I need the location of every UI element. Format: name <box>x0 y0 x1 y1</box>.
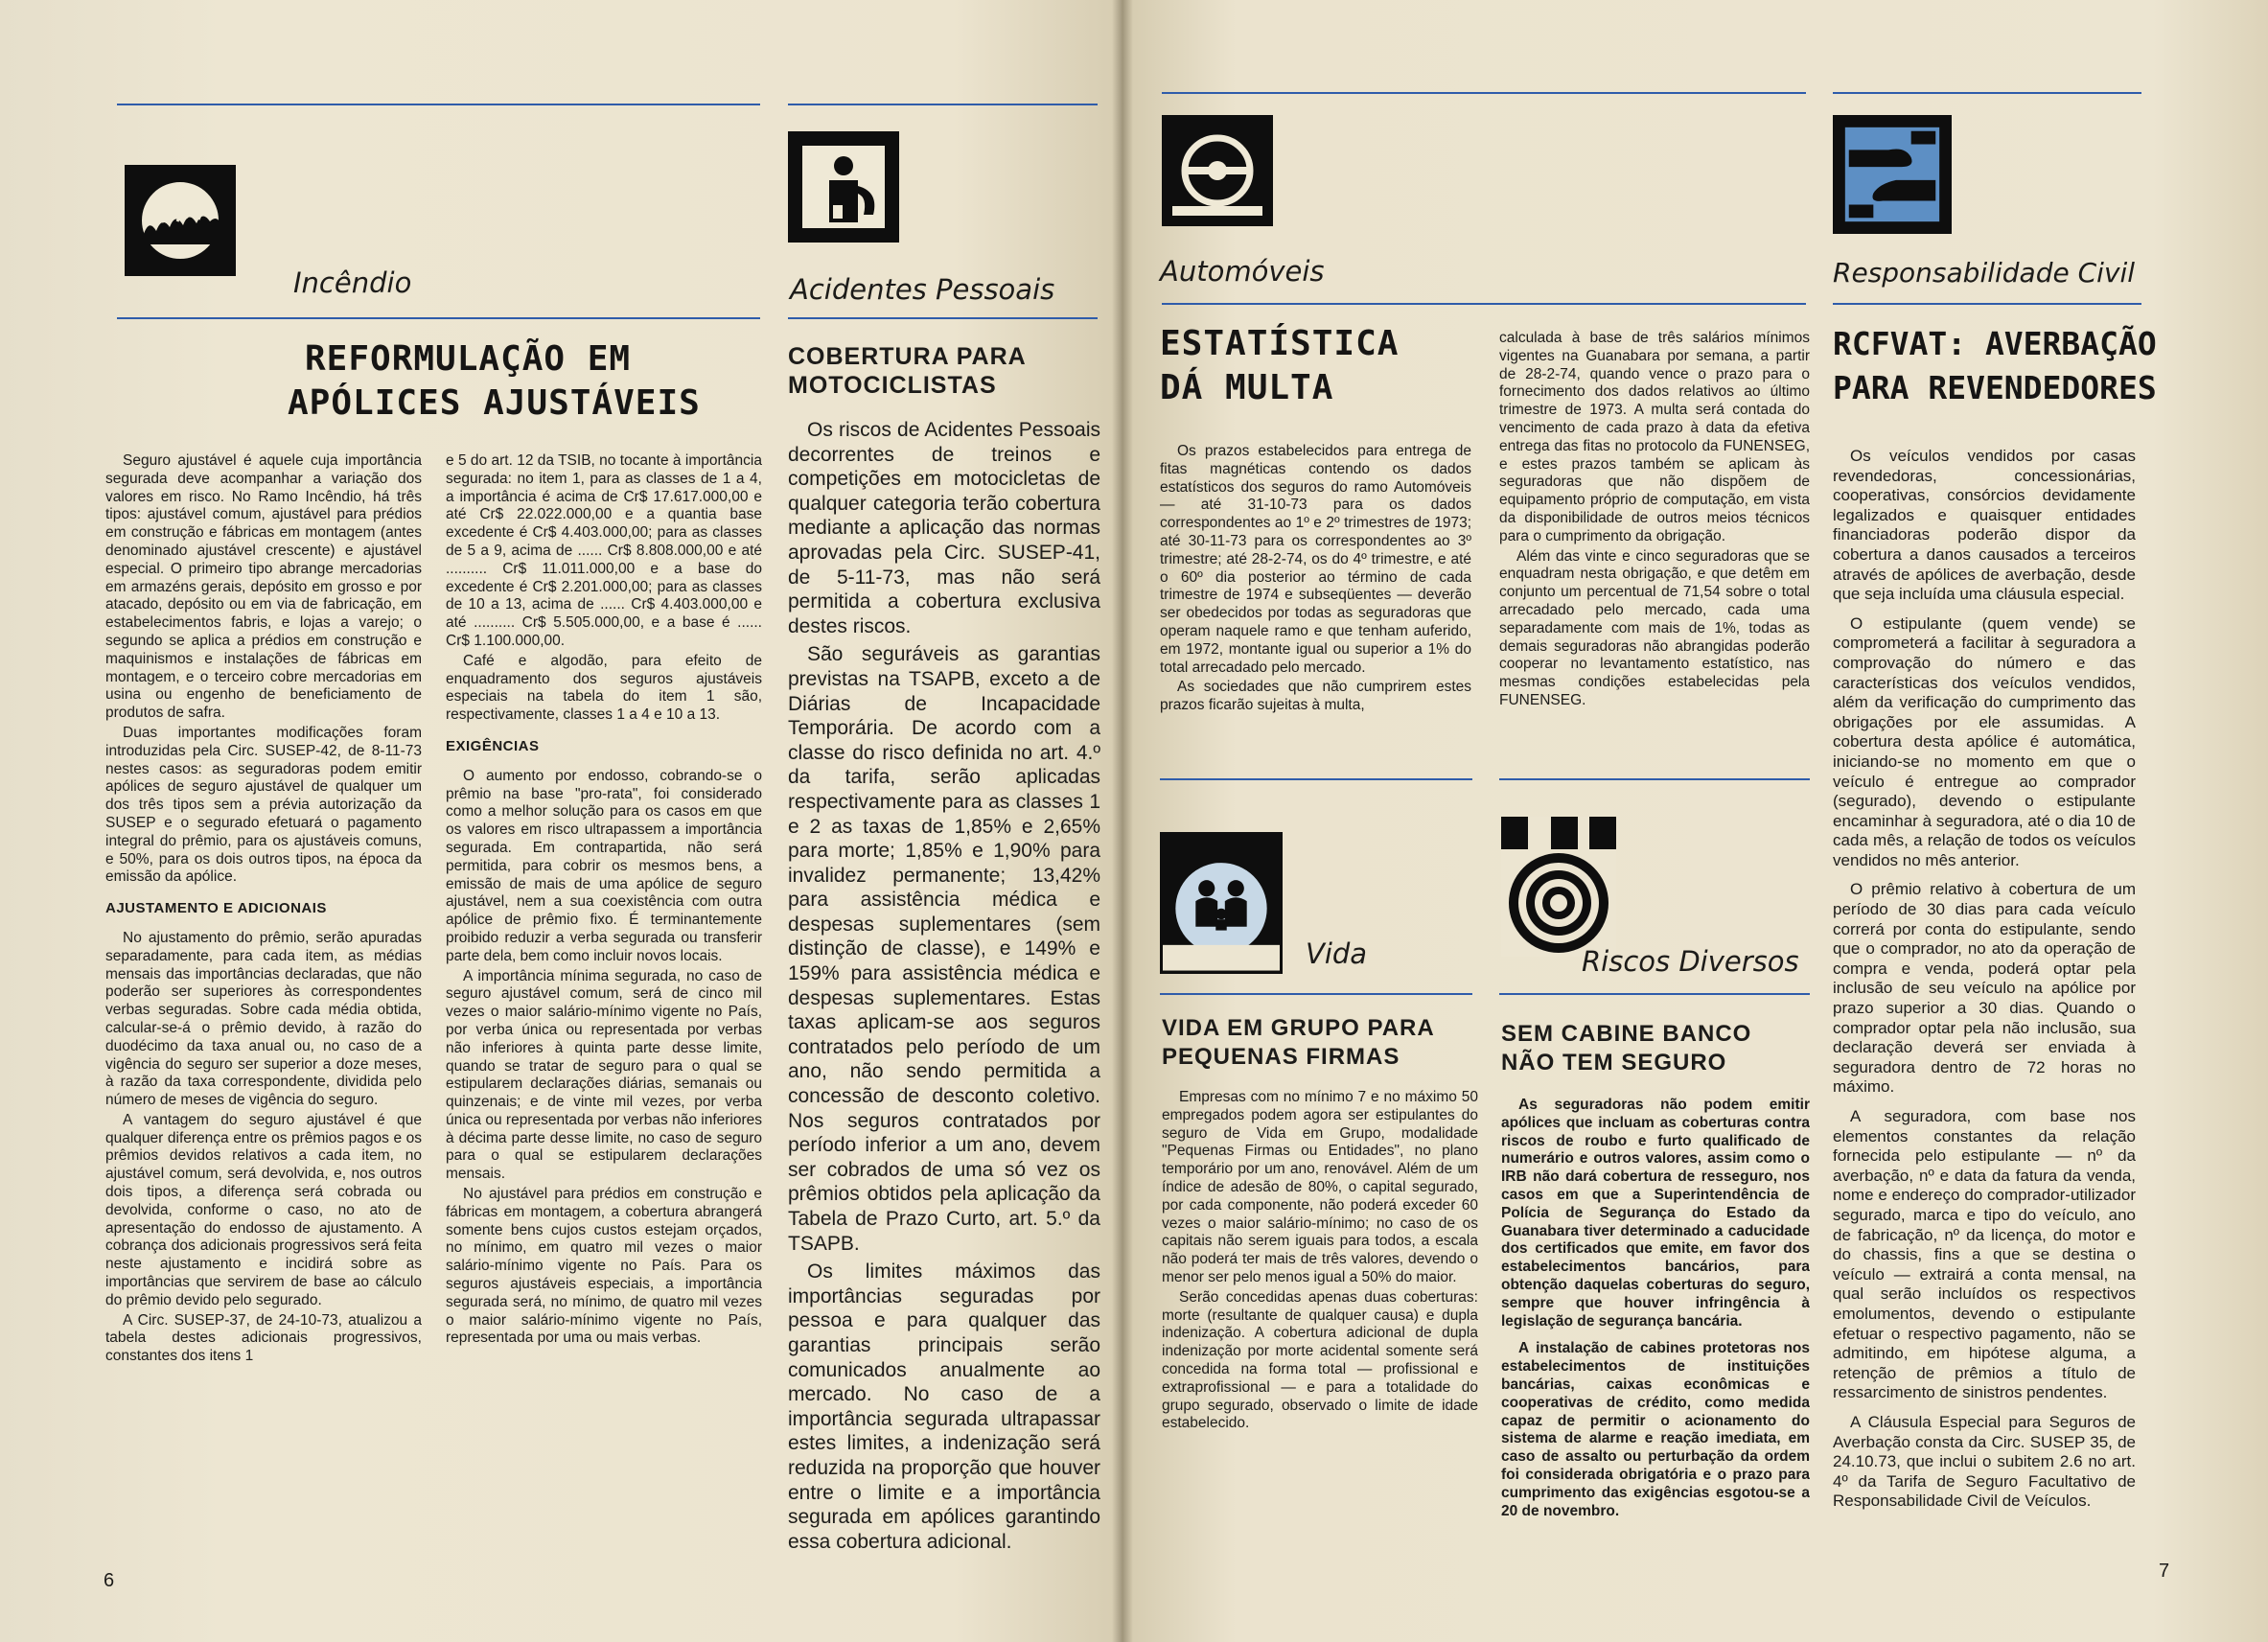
header-rule-responsabilidade <box>1833 303 2141 305</box>
paragraph: No ajustável para prédios em construção e fábricas em montagem, a cobertura abrangerá somente bens cujos custos estejam orçados, no mínimo, em quatro mil vezes o maior salário-mínimo vigente no País. Para os seguros ajustáveis especiais, a importância segurada será, no mínimo, de quatro mil vezes o maior salário-mínimo vigente no País, representada por uma ou mais verbas. <box>446 1186 762 1347</box>
title-line: RCFVAT: AVERBAÇÃO <box>1833 325 2157 362</box>
paragraph: São seguráveis as garantias previstas na TSAPB, exceto a de Diárias de Incapacidade Temporária. De acordo com a classe do risco definida no art. 4.º da tarifa, serão aplicadas respectivamente para as classes 1 e 2 as taxas de 1,85% e 2,65% para morte; 1,85% e 1,90% para invalidez permanente; 13,42% para assistência médica e despesas suplementares (sem distinção de classe), e 149% e 159% para assistência médica e despesas suplementares. Estas taxas aplicam-se aos seguros contratados pelo período de um ano, não sendo permitida a concessão de desconto coletivo. Nos seguros contratados por período inferior a um ano, devem ser cobrados de uma só vez os prêmios obtidos pela aplicação da Tabela de Prazo Curto, art. 5.º da TSAPB. <box>788 643 1100 1255</box>
top-rule-responsabilidade <box>1833 92 2141 94</box>
paragraph: Seguro ajustável é aquele cuja importância segurada deve acompanhar a variação dos valores em risco. No Ramo Incêndio, há três tipos: ajustável comum, ajustável para prédios em construção e fábricas em montagem (antes denominado ajustável crescente) e ajustável especial. O primeiro tipo abrange mercadorias em armazéns gerais, depósito em grosso e por atacado, depósito ou em via de fabricação, em estabelecimentos fabris, e lojas a varejo; o segundo se aplica a prédios em construção e maquinismos e instalações de fábricas em montagem, e o terceiro cobre mercadorias em usina ou engenho de beneficiamento de produtos de safra. <box>105 452 422 722</box>
top-rule-acidentes <box>788 104 1098 105</box>
target-rings-icon <box>1501 817 1616 957</box>
paragraph: A importância mínima segurada, no caso de seguro ajustável comum, será de cinco mil vezes o maior salário-mínimo vigente no País, por verba única ou representada por verbas não inferiores à quinta parte desse limite, quando se tratar de seguro para o qual se estipularem declarações diárias, semanais ou quinzenais; e de vinte mil vezes, por verba única ou representada por verbas não inferiores à décima parte desse limite, no caso de seguro para o qual se estipularem declarações mensais. <box>446 967 762 1183</box>
section-label-incendio: Incêndio <box>293 266 412 299</box>
paragraph: Empresas com no mínimo 7 e no máximo 50 empregados podem agora ser estipulantes do seguro de Vida em Grupo, modalidade "Pequenas Firmas ou Entidades", no plano temporário por um ano, renovável. Além de um índice de adesão de 80%, o capital segurado, por cada componente, não poderá exceder 60 vezes o maior salário-mínimo; no caso de os capitais não serem iguais para todos, a escala não poderá ter mais de três valores, devendo o menor ser pelo menos igual a 50% do maior. <box>1162 1089 1478 1285</box>
section-label-riscos: Riscos Diversos <box>1582 945 1799 978</box>
top-rule-automoveis <box>1162 92 1806 94</box>
header-rule-incendio <box>117 317 760 319</box>
handshake-icon <box>1833 115 1952 234</box>
subheading-exigencias: EXIGÊNCIAS <box>446 737 540 754</box>
automoveis-column-1 <box>1160 443 1471 757</box>
paragraph: A seguradora, com base nos elementos constantes da relação fornecida pelo estipulante — nº da averbação, nº e data da fatura da venda, nome e endereço do comprador-utilizador segurado, marca e tipo do veículo, ano de fabricação, nº da licença, do motor e do chassis, fins a que se destina o veículo — extrairá a conta mensal, na qual serão incluídos os respectivos emolumentos, devendo o estipulante efetuar o respectivo pagamento, não se admitindo, em hipótese alguma, a retenção de prêmios a título de ressarcimento de sinistros pendentes. <box>1833 1107 2136 1402</box>
paragraph: Os riscos de Acidentes Pessoais decorrentes de treinos e competições em motocicletas de qualquer categoria terão cobertura mediante a aplicação das normas aprovadas pela Circ. SUSEP-41, de 5-11-73, mas não será permitida a cobertura exclusiva destes riscos. <box>788 419 1100 637</box>
header-rule-automoveis <box>1162 303 1806 305</box>
family-group-icon <box>1160 832 1283 974</box>
acidentes-column <box>788 418 1100 1601</box>
responsabilidade-column <box>1833 447 2136 1578</box>
section-label-responsabilidade: Responsabilidade Civil <box>1833 257 2136 289</box>
title-line: PEQUENAS FIRMAS <box>1162 1044 1400 1070</box>
title-line: APÓLICES AJUSTÁVEIS <box>288 383 701 423</box>
paragraph: Serão concedidas apenas duas coberturas: morte (resultante de qualquer causa) e dupla indenização. A cobertura adicional de dupla indenização por morte acidental somente será concedida na forma total — profissional e extraprofissional — e para a totalidade do grupo segurado, observado o limite de idade estabelecido. <box>1162 1288 1478 1432</box>
section-label-vida: Vida <box>1306 937 1368 970</box>
paragraph: e 5 do art. 12 da TSIB, no tocante à importância segurada: no item 1, para as classes de 1 a 4, a importância é acima de Cr$ 17.617.000,00 e até Cr$ 22.022.000,00 e a quantia base excedente é Cr$ 4.403.000,00; para as classes de 5 a 9, acima de ...... Cr$ 8.808.000,00 e até .......... Cr$ 11.011.000,00 e a base do excedente é Cr$ 2.201.000,00; para as classes de 10 a 13, acima de ...... Cr$ 4.403.000,00 e até .......... Cr$ 5.505.000,00, e a base é ...... Cr$ 1.100.000,00. <box>446 452 762 649</box>
paragraph: Os veículos vendidos por casas revendedoras, concessionárias, cooperativas, consórcios devidamente legalizados e quaisquer entidades financiadoras poderão dispor da cobertura a danos causados a terceiros através de apólices de averbação, desde que seja incluída uma cláusula especial. <box>1833 447 2136 604</box>
paragraph: O prêmio relativo à cobertura de um período de 30 dias para cada veículo correrá por conta do estipulante, sendo que o comprador, no ato da operação de compra e venda, poderá optar pela inclusão de seu veículo na apólice por prazo superior a 30 dias. Quando o comprador optar pela não inclusão, sua declaração deverá ser enviada à seguradora dentro de 72 horas no máximo. <box>1833 880 2136 1097</box>
automoveis-column-2 <box>1499 330 1810 757</box>
paragraph: As sociedades que não cumprirem estes prazos ficarão sujeitas à multa, <box>1160 679 1471 714</box>
title-line: NÃO TEM SEGURO <box>1501 1050 1727 1075</box>
article-title-riscos <box>1501 1020 1751 1077</box>
article-title-responsabilidade <box>1833 322 2157 410</box>
top-rule-riscos <box>1499 778 1810 780</box>
paragraph: A Circ. SUSEP-37, de 24-10-73, atualizou a tabela destes adicionais progressivos, constantes dos itens 1 <box>105 1311 422 1365</box>
top-rule-incendio <box>117 104 760 105</box>
paragraph: As seguradoras não podem emitir apólices que incluam as coberturas contra riscos de roubo e furto qualificado de numerário e outros valores, assim como o IRB não dará cobertura de resseguro, nos casos em que a Superintendência de Polícia de Segurança do Estado da Guanabara tiver determinado a caducidade dos certificados que emite, em favor dos estabelecimentos bancários, para obtenção daquelas coberturas do seguro, sempre que houver infringência à legislação de segurança bancária. <box>1501 1097 1810 1330</box>
page-number-right: 7 <box>2159 1561 2170 1582</box>
incendio-column-2 <box>446 452 762 1562</box>
section-label-acidentes: Acidentes Pessoais <box>790 273 1055 306</box>
article-title-automoveis <box>1160 322 1399 410</box>
article-title-acidentes <box>788 342 1027 400</box>
title-line: COBERTURA PARA <box>788 343 1027 370</box>
section-label-automoveis: Automóveis <box>1160 255 1325 288</box>
subheading-ajustamento: AJUSTAMENTO E ADICIONAIS <box>105 900 327 917</box>
title-line: SEM CABINE BANCO <box>1501 1021 1752 1047</box>
top-rule-vida <box>1160 778 1472 780</box>
page-spine <box>1112 0 1133 1642</box>
vida-column <box>1162 1089 1478 1568</box>
person-info-icon <box>788 131 899 243</box>
title-line: REFORMULAÇÃO EM <box>305 339 632 379</box>
paragraph: No ajustamento do prêmio, serão apuradas separadamente, para cada item, as médias mensais das importâncias declaradas, que não poderão ser superiores às correspondentes verbas seguradas. Sobre cada média obtida, calcular-se-á o prêmio devido, à razão do duodécimo da taxa anual ou, no caso de a vigência do seguro ser superior a doze meses, à razão da taxa correspondente, dividida pelo número de meses de vigência do seguro. <box>105 929 422 1109</box>
header-rule-riscos <box>1499 993 1810 995</box>
title-line: ESTATÍSTICA <box>1160 324 1400 363</box>
paragraph: A instalação de cabines protetoras nos estabelecimentos de instituições bancárias, caixas econômicas e cooperativas de crédito, como medida capaz de permitir o acionamento do sistema de alarme e reação imediata, em caso de assalto ou perturbação da ordem foi considerada obrigatória e o prazo para cumprimento das exigências esgotou-se a 20 de novembro. <box>1501 1340 1810 1519</box>
title-line: DÁ MULTA <box>1160 368 1334 407</box>
paragraph: O aumento por endosso, cobrando-se o prêmio na base "pro-rata", foi considerado como a melhor solução para os casos em que os valores em risco ultrapassem a importância segurada. Em contrapartida, não será permitida, para cobrir os mesmos bens, a emissão de mais de uma apólice de seguro ajustável, nem a sua coexistência com outra apólice de prêmio fixo. É terminantemente proibido reduzir a verba segurada ou transferir parte dela, bem como incluir novos locais. <box>446 767 762 964</box>
title-line: MOTOCICLISTAS <box>788 372 997 399</box>
paragraph: Os limites máximos das importâncias seguradas por pessoa e para qualquer das garantias principais serão comunicados anualmente ao mercado. No caso de a importância segurada ultrapassar estes limites, a indenização será reduzida na proporção que houver entre o limite e a importância segurada em apólices garantindo essa cobertura adicional. <box>788 1260 1100 1553</box>
paragraph: A vantagem do seguro ajustável é que qualquer diferença entre os prêmios pagos e os prêmios devidos relativos a cada item, no ajustável comum, será devolvida, e, nos outros dois tipos, a diferença será cobrada ou devolvida, conforme o caso, no ato de apresentação do endosso de ajustamento. A cobrança dos adicionais progressivos será feita neste ajustamento e incidirá sobre as importâncias que servirem de base ao cálculo do prêmio devido pelo segurado. <box>105 1111 422 1308</box>
fire-waves-icon <box>125 165 236 276</box>
paragraph: Os prazos estabelecidos para entrega de fitas magnéticas contendo os dados estatísticos dos seguros do ramo Automóveis — até 31-10-73 para os dados correspondentes ao 1º e 2º trimestres de 1973; até 30-11-73 para os correspondentes ao 3º trimestre; até 28-2-74, os do 4º trimestre, e até o 60º dia posterior ao término de cada trimestre de 1974 e subseqüentes — deverão ser obedecidos por todas as seguradoras que operam naquele ramo e que tenham auferido, em 1972, montante igual ou superior a 1% do total arrecadado pelo mercado. <box>1160 443 1471 676</box>
header-rule-vida <box>1160 993 1472 995</box>
article-title-incendio <box>288 337 701 426</box>
title-line: VIDA EM GRUPO PARA <box>1162 1015 1435 1041</box>
title-line: PARA REVENDEDORES <box>1833 369 2157 406</box>
paragraph: calculada à base de três salários mínimos vigentes na Guanabara por semana, a partir de 28-2-74, quando vence o prazo para o fornecimento dos dados relativos ao último trimestre de 1973. A multa será contada do vencimento de cada prazo à data da efetiva entrega das fitas no protocolo da FUNENSEG, e estes prazos também se aplicam às seguradoras que não dispõem de equipamento próprio de computação, em vista da disponibilidade de outros meios técnicos para o cumprimento da obrigação. <box>1499 330 1810 544</box>
paragraph: A Cláusula Especial para Seguros de Averbação consta da Circ. SUSEP 35, de 24.10.73, que inclui o subitem 2.6 no art. 4º da Tarifa de Seguro Facultativo de Responsabilidade Civil de Veículos. <box>1833 1412 2136 1511</box>
header-rule-acidentes <box>788 317 1098 319</box>
paragraph: O estipulante (quem vende) se comprometerá a facilitar à seguradora a comprovação do número e das características dos veículos vendidos, além da verificação do cumprimento das obrigações por ele assumidas. A cobertura desta apólice é automática, iniciando-se no momento em que o veículo é entregue ao comprador (segurado), devendo o estipulante encaminhar à seguradora, até o dia 10 de cada mês, a relação de todos os veículos vendidos no mês anterior. <box>1833 613 2136 869</box>
paragraph: Além das vinte e cinco seguradoras que se enquadram nesta obrigação, e que detêm em conjunto um percentual de 71,54 sobre o total arrecadado pelo mercado, cada uma separadamente com mais de 1%, todas as demais seguradoras não abrangidas poderão cooperar no levantamento estatístico, nas mesmas condições estabelecidas pela FUNENSEG. <box>1499 547 1810 708</box>
paragraph: Café e algodão, para efeito de enquadramento dos seguros ajustáveis especiais na tabela do item 1 são, respectivamente, classes 1 a 4 e 10 a 13. <box>446 652 762 724</box>
riscos-column <box>1501 1097 1810 1595</box>
incendio-column-1 <box>105 452 422 1562</box>
steering-wheel-icon <box>1162 115 1273 226</box>
paragraph: Duas importantes modificações foram introduzidas pela Circ. SUSEP-42, de 8-11-73 nestes casos: as seguradoras podem emitir apólices de seguro ajustável de qualquer um dos três tipos sem a prévia autorização da SUSEP e o segurado efetuará o pagamento integral do prêmio, para os ajustáveis comuns, e 50%, para os dois outros tipos, na época da emissão da apólice. <box>105 724 422 886</box>
article-title-vida <box>1162 1014 1435 1072</box>
page-number-left: 6 <box>104 1570 115 1591</box>
